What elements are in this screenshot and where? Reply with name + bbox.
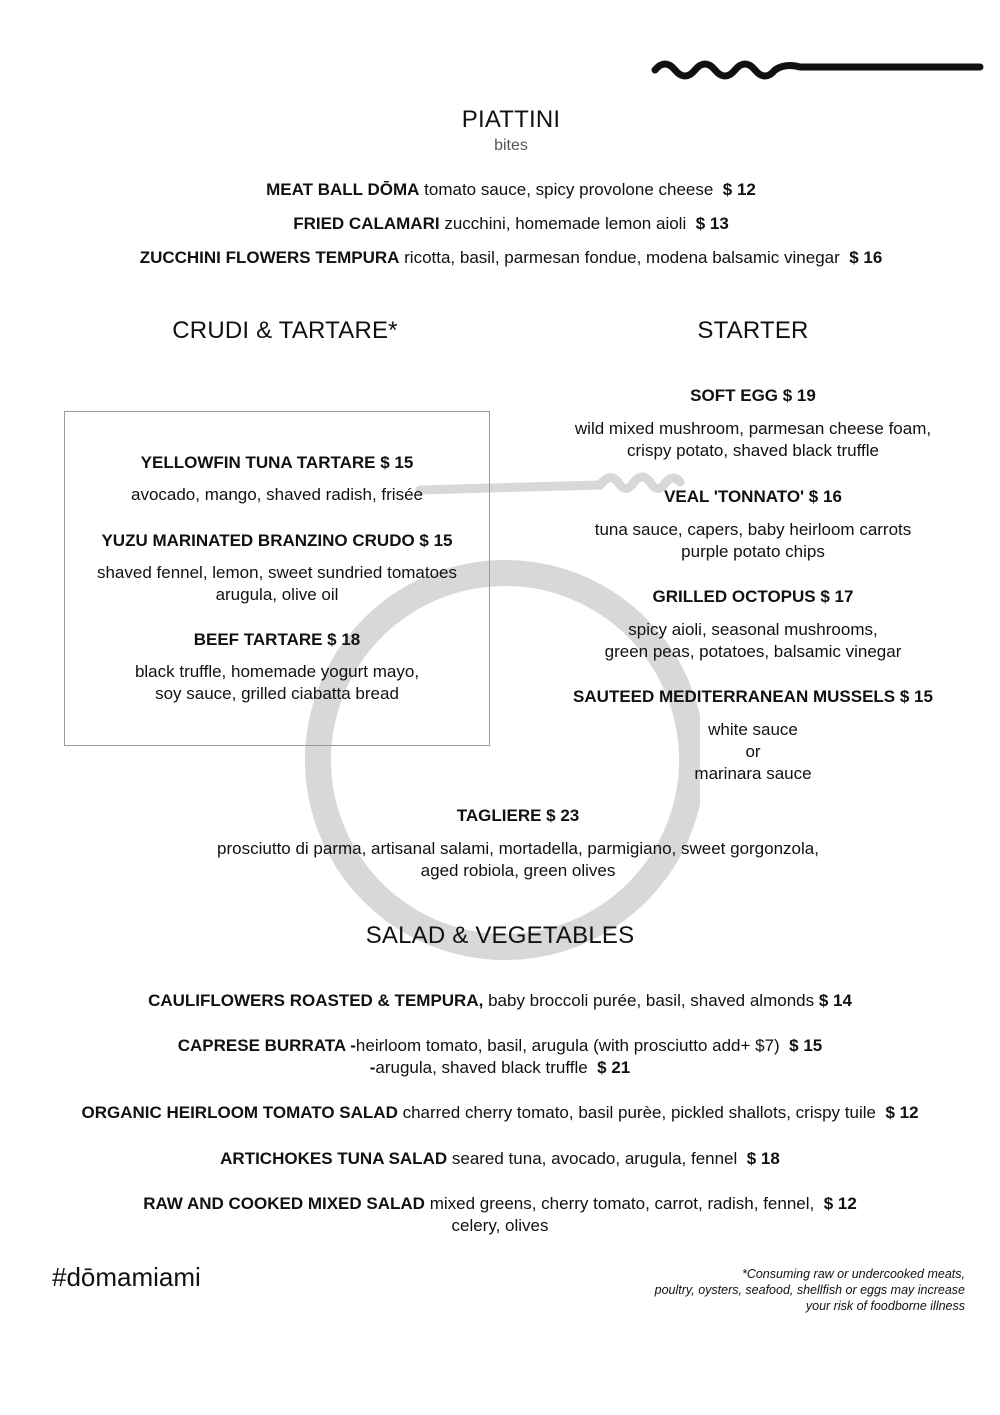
dish-name: ARTICHOKES TUNA SALAD — [220, 1149, 448, 1168]
piattini-subtitle: bites — [494, 137, 528, 154]
dish-desc: seared tuna, avocado, arugula, fennel — [451, 1149, 738, 1168]
dish-desc: purple potato chips — [681, 542, 825, 561]
dish-desc: charred cherry tomato, basil purèe, pickled shallots, crispy tuile — [402, 1103, 876, 1122]
dish-desc: marinara sauce — [694, 764, 812, 783]
piattini-item — [0, 214, 1000, 234]
salad-item-alt — [0, 1058, 1000, 1078]
dish-price: $ 13 — [695, 214, 729, 233]
disclaimer-line: your risk of foodborne illness — [805, 1299, 965, 1313]
dish-name: RAW AND COOKED MIXED SALAD — [143, 1194, 425, 1213]
dish-name: SAUTEED MEDITERRANEAN MUSSELS $ 15 — [573, 687, 933, 706]
dish-name: YUZU MARINATED BRANZINO CRUDO $ 15 — [101, 531, 453, 550]
dish-price: $ 16 — [849, 248, 883, 267]
starter-item — [533, 487, 973, 563]
dish-desc: or — [745, 742, 761, 761]
dish-price: $ 12 — [823, 1194, 857, 1213]
dish-name: VEAL 'TONNATO' $ 16 — [664, 487, 842, 506]
disclaimer-line: *Consuming raw or undercooked meats, — [741, 1267, 965, 1281]
salad-item — [0, 1194, 1000, 1214]
salad-item — [0, 991, 1000, 1011]
dish-desc: aged robiola, green olives — [420, 861, 616, 880]
dish-name: YELLOWFIN TUNA TARTARE $ 15 — [140, 453, 414, 472]
dish-desc: avocado, mango, shaved radish, frisée — [130, 485, 423, 504]
dish-desc: mixed greens, cherry tomato, carrot, radish, fennel, — [429, 1194, 815, 1213]
dish-desc: baby broccoli purée, basil, shaved almonds — [488, 991, 815, 1010]
salad-item — [0, 1036, 1000, 1056]
dish-price: $ 14 — [818, 991, 852, 1010]
starter-item — [533, 687, 973, 785]
dish-desc: zucchini, homemade lemon aioli — [444, 214, 687, 233]
hashtag: #dōmamiami — [52, 1262, 201, 1292]
dish-desc: celery, olives — [451, 1216, 549, 1235]
squiggle-line-logo-icon — [650, 50, 985, 90]
dish-price: $ 15 — [789, 1036, 823, 1055]
piattini-title: PIATTINI — [461, 106, 561, 133]
dish-desc: soy sauce, grilled ciabatta bread — [155, 684, 399, 703]
dish-name: BEEF TARTARE $ 18 — [193, 630, 361, 649]
salad-item — [0, 1103, 1000, 1123]
dish-price: $ 18 — [746, 1149, 780, 1168]
dish-name: CAPRESE BURRATA - — [177, 1036, 356, 1055]
dish-desc: black truffle, homemade yogurt mayo, — [134, 662, 420, 681]
dish-price: $ 12 — [885, 1103, 919, 1122]
piattini-item — [0, 180, 1000, 200]
dish-desc: heirloom tomato, basil, arugula (with prosciutto add+ $7) — [355, 1036, 780, 1055]
crudi-item — [64, 630, 490, 705]
dish-price: $ 12 — [722, 180, 756, 199]
crudi-item — [64, 531, 490, 606]
crudi-title: CRUDI & TARTARE* — [172, 317, 398, 344]
piattini-item — [0, 248, 1000, 268]
dish-desc: wild mixed mushroom, parmesan cheese foam, — [574, 419, 932, 438]
dish-desc: arugula, olive oil — [215, 585, 339, 604]
dish-alt-prefix: - — [369, 1058, 376, 1077]
starter-item — [533, 587, 973, 663]
dish-desc: white sauce — [708, 720, 798, 739]
dish-name: CAULIFLOWERS ROASTED & TEMPURA, — [148, 991, 484, 1010]
dish-name: GRILLED OCTOPUS $ 17 — [652, 587, 854, 606]
dish-desc: prosciutto di parma, artisanal salami, mortadella, parmigiano, sweet gorgonzola, — [217, 839, 819, 858]
dish-name: SOFT EGG $ 19 — [690, 386, 816, 405]
dish-name: FRIED CALAMARI — [293, 214, 440, 233]
dish-name: MEAT BALL DŌMA — [266, 180, 420, 199]
salad-item-continued — [0, 1216, 1000, 1236]
tagliere-item — [0, 806, 1000, 882]
dish-price: $ 21 — [597, 1058, 631, 1077]
dish-desc: spicy aioli, seasonal mushrooms, — [628, 620, 878, 639]
dish-desc: tomato sauce, spicy provolone cheese — [424, 180, 714, 199]
disclaimer-line: poultry, oysters, seafood, shellfish or eggs may increase — [654, 1283, 965, 1297]
dish-name: ZUCCHINI FLOWERS TEMPURA — [139, 248, 400, 267]
food-safety-disclaimer — [605, 1266, 965, 1314]
dish-desc: ricotta, basil, parmesan fondue, modena balsamic vinegar — [404, 248, 840, 267]
starter-title: STARTER — [697, 317, 809, 344]
dish-desc: crispy potato, shaved black truffle — [627, 441, 879, 460]
dish-desc: green peas, potatoes, balsamic vinegar — [604, 642, 902, 661]
salad-title: SALAD & VEGETABLES — [365, 922, 635, 949]
dish-desc: shaved fennel, lemon, sweet sundried tomatoes — [96, 563, 458, 582]
salad-item — [0, 1149, 1000, 1169]
starter-item — [533, 386, 973, 462]
dish-desc: arugula, shaved black truffle — [375, 1058, 588, 1077]
dish-desc: tuna sauce, capers, baby heirloom carrots — [594, 520, 912, 539]
dish-name: ORGANIC HEIRLOOM TOMATO SALAD — [81, 1103, 398, 1122]
dish-name: TAGLIERE $ 23 — [456, 806, 580, 825]
crudi-item — [64, 453, 490, 506]
